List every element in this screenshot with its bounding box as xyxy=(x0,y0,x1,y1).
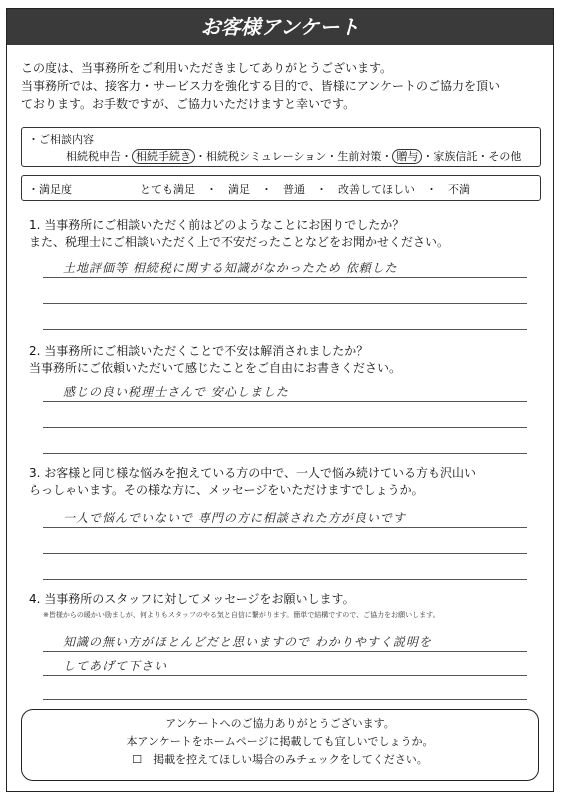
survey-form xyxy=(6,8,554,792)
answer-line xyxy=(43,527,527,528)
answer-line xyxy=(43,277,527,278)
consultation-box xyxy=(21,127,541,167)
answer-line xyxy=(43,553,527,554)
answer-4-text-2: してあげて下さい xyxy=(63,659,168,673)
intro-text xyxy=(21,59,541,113)
separator: ・ xyxy=(477,150,489,163)
answer-line xyxy=(43,427,527,428)
consult-option[interactable]: その他 xyxy=(488,150,522,163)
answer-4-area[interactable] xyxy=(43,627,527,705)
thanks-box xyxy=(21,709,539,781)
survey-title: お客様アンケート xyxy=(7,9,553,45)
answer-line xyxy=(43,401,527,402)
answer-line xyxy=(43,453,527,454)
consultation-label: ・ご相談内容 xyxy=(28,133,94,146)
satisfaction-options[interactable]: とても満足 ・ 満足 ・ 普通 ・ 改善してほしい ・ 不満 xyxy=(140,183,470,196)
consult-option-selected[interactable]: 相続手続き xyxy=(132,149,195,164)
consult-option[interactable]: 家族信託 xyxy=(433,150,478,163)
answer-line xyxy=(43,579,527,580)
answer-3-text: 一人で悩んでいないで 専門の方に相談された方が良いです xyxy=(63,511,406,525)
question-1-line-2: また、税理士にご相談いただく上で不安だったことなどをお聞かせください。 xyxy=(29,235,450,249)
separator: ・ xyxy=(381,150,393,163)
question-2-line-1: 2. 当事務所にご相談いただくことで不安は解消されましたか？ xyxy=(29,344,369,358)
thanks-line-2: 本アンケートをホームページに掲載しても宜しいでしょうか。 xyxy=(126,735,434,748)
consult-option-selected[interactable]: 贈与 xyxy=(392,149,422,164)
answer-2-text: 感じの良い税理士さんで 安心しました xyxy=(63,385,289,399)
answer-4-text-1: 知識の無い方がほとんどだと思いますので わかりやすく説明を xyxy=(63,635,432,649)
thanks-line-1: アンケートへのご協力ありがとうございます。 xyxy=(165,717,395,730)
question-2-line-2: 当事務所にご依頼いただいて感じたことをご自由にお書きください。 xyxy=(29,361,402,375)
question-4-note: ※皆様からの暖かい励ましが、何よりもスタッフのやる気と自信に繋がります。簡単で結構ですので、ご協力をお願いします。 xyxy=(43,611,440,619)
intro-line-2: 当事務所では、接客力・サービス力を強化する目的で、皆様にアンケートのご協力を頂い xyxy=(21,79,501,93)
answer-line xyxy=(43,651,527,652)
question-3 xyxy=(29,465,539,499)
separator: ・ xyxy=(326,150,338,163)
separator: ・ xyxy=(121,150,132,163)
question-2 xyxy=(29,343,539,377)
question-4 xyxy=(29,591,539,608)
question-3-line-1: 3. お客様と同じ様な悩みを抱えている方の中で、一人で悩み続けている方も沢山い xyxy=(29,466,477,480)
consult-option[interactable]: 相続税シミュレーション xyxy=(206,150,327,163)
consult-option[interactable]: 相続税申告 xyxy=(66,150,121,163)
answer-2-area[interactable] xyxy=(43,379,527,459)
answer-line xyxy=(43,699,527,700)
question-1 xyxy=(29,217,539,251)
satisfaction-label: ・満足度 xyxy=(28,183,72,196)
intro-line-1: この度は、当事務所をご利用いただきましてありがとうございます。 xyxy=(21,61,393,75)
separator: ・ xyxy=(195,150,206,163)
consultation-options xyxy=(66,148,521,164)
answer-3-area[interactable] xyxy=(43,503,527,583)
question-4-line-1: 4. 当事務所のスタッフに対してメッセージをお願いします。 xyxy=(29,592,355,606)
answer-1-text: 土地評価等 相続税に関する知識がなかったため 依頼した xyxy=(63,261,398,275)
question-3-line-2: らっしゃいます。その様な方に、メッセージをいただけますでしょうか。 xyxy=(29,483,424,497)
satisfaction-box xyxy=(21,175,541,201)
intro-line-3: ております。お手数ですが、ご協力いただけますと幸いです。 xyxy=(21,97,356,111)
publish-opt-out-checkbox[interactable]: ☐ 掲載を控えてほしい場合のみチェックをしてください。 xyxy=(132,753,428,766)
separator: ・ xyxy=(422,150,434,163)
answer-line xyxy=(43,329,527,330)
answer-1-area[interactable] xyxy=(43,253,527,333)
consult-option[interactable]: 生前対策 xyxy=(337,150,382,163)
answer-line xyxy=(43,303,527,304)
question-1-line-1: 1. 当事務所にご相談いただく前はどのようなことにお困りでしたか？ xyxy=(29,218,405,232)
answer-line xyxy=(43,675,527,676)
